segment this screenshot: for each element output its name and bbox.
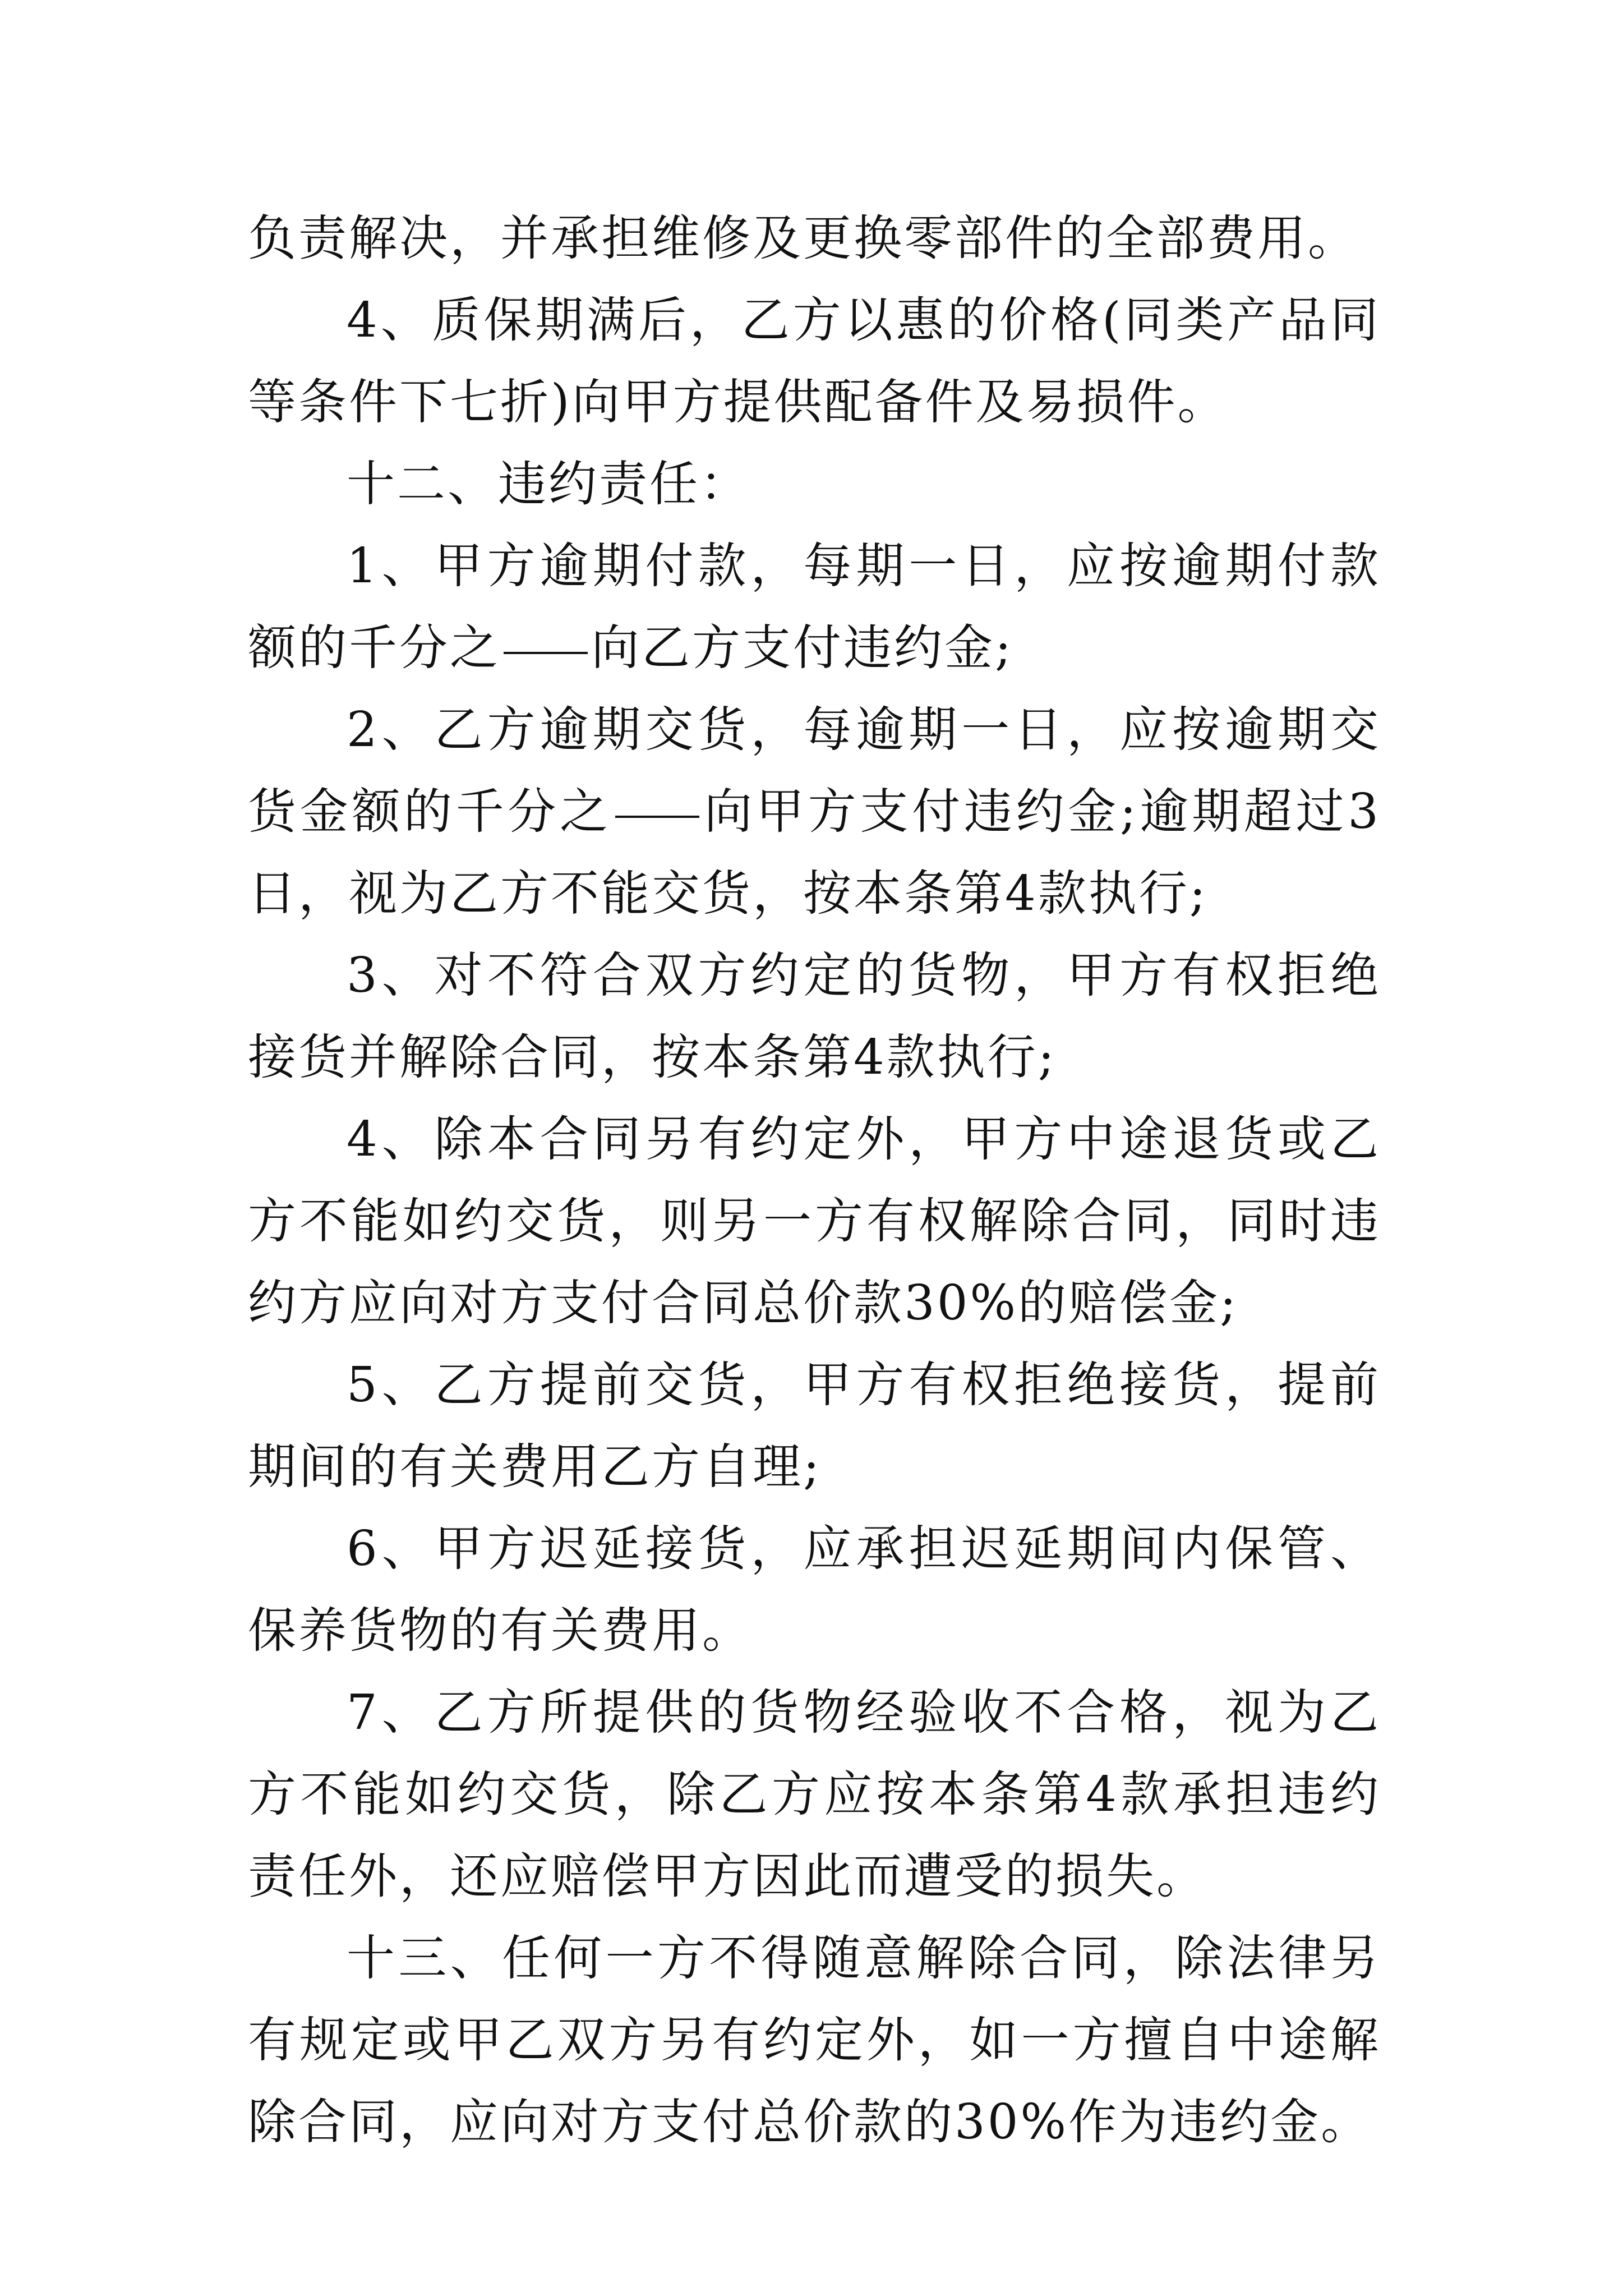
paragraph-6 [248, 935, 1381, 1098]
paragraph-10-text: 7、乙方所提供的货物经验收不合格，视为乙方不能如约交货，除乙方应按本条第4款承担违约责任外，还应赔偿甲方因此而遭受的损失。 [248, 1685, 1381, 1904]
section-heading-12-text: 十二、违约责任： [347, 456, 750, 512]
paragraph-7-text: 4、除本合同另有约定外，甲方中途退货或乙方不能如约交货，则另一方有权解除合同，同时违约方应向对方支付合同总价款30%的赔偿金; [248, 1111, 1381, 1331]
section-13 [248, 1917, 1381, 2163]
paragraph-4-after: 向乙方支付违约金; [591, 620, 1013, 676]
paragraph-1 [248, 197, 1381, 279]
document-body [248, 197, 1381, 2163]
paragraph-7 [248, 1098, 1381, 1344]
paragraph-4-before: 1、甲方逾期付款，每期一日，应按逾期付款额的千分之 [248, 538, 1381, 676]
paragraph-8 [248, 1344, 1381, 1508]
paragraph-2-text: 4、质保期满后，乙方以惠的价格(同类产品同等条件下七折)向甲方提供配备件及易损件。 [248, 292, 1381, 430]
fill-in-blank [504, 650, 588, 654]
paragraph-2 [248, 279, 1381, 443]
paragraph-9 [248, 1508, 1381, 1672]
fill-in-blank [615, 813, 699, 818]
paragraph-9-text: 6、甲方迟延接货，应承担迟延期间内保管、保养货物的有关费用。 [248, 1521, 1381, 1659]
paragraph-5 [248, 689, 1381, 935]
paragraph-10 [248, 1672, 1381, 1917]
paragraph-5-after: 向甲方支付违约金;逾期超过3日，视为乙方不能交货，按本条第4款执行; [248, 784, 1381, 922]
paragraph-4 [248, 525, 1381, 689]
paragraph-5-before: 2、乙方逾期交货，每逾期一日，应按逾期交货金额的千分之 [248, 702, 1381, 840]
paragraph-8-text: 5、乙方提前交货，甲方有权拒绝接货，提前期间的有关费用乙方自理; [248, 1357, 1381, 1495]
section-13-text: 十三、任何一方不得随意解除合同，除法律另有规定或甲乙双方另有约定外，如一方擅自中途解除合同，应向对方支付总价款的30%作为违约金。 [248, 1930, 1381, 2150]
paragraph-6-text: 3、对不符合双方约定的货物，甲方有权拒绝接货并解除合同，按本条第4款执行; [248, 947, 1381, 1085]
section-heading-12 [248, 443, 1381, 525]
paragraph-1-text: 负责解决，并承担维修及更换零部件的全部费用。 [248, 210, 1358, 266]
